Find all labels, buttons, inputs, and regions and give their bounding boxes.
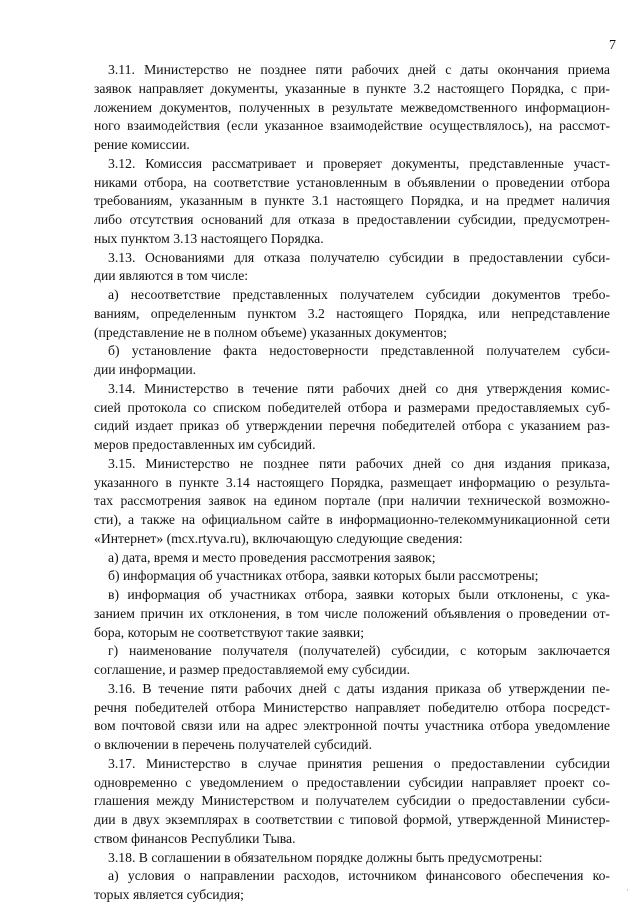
text-line: меров предоставленных им субсидий.	[94, 437, 316, 452]
paragraph	[94, 755, 610, 849]
document-body	[94, 61, 610, 905]
text-line: соглашение, и размер предоставляемой ему субсидии.	[94, 662, 411, 677]
text-line: дии информации.	[94, 362, 197, 377]
paragraph	[94, 286, 610, 342]
text-line: 3.18. В соглашении в обязательном порядке должны быть предусмотрены:	[108, 849, 543, 865]
text-line: ваниям, определенным пунктом 3.2 настоящего Порядка, или непредставление	[94, 305, 610, 321]
text-line: 3.16. В течение пяти рабочих дней с даты издания приказа об утверждении пе-	[108, 680, 610, 696]
text-line: ных пунктом 3.13 настоящего Порядка.	[94, 230, 324, 246]
text-line: о включении в перечень получателей субсидий.	[94, 737, 373, 752]
paragraph	[94, 549, 610, 568]
paragraph	[94, 249, 610, 287]
text-line: требованиям, указанным в пункте 3.1 настоящего Порядка, и на предмет наличия	[94, 193, 610, 209]
text-line: бора, которым не соответствуют такие заявки;	[94, 624, 365, 640]
text-line: 3.15. Министерство не позднее пяти рабочих дней со дня издания приказа,	[108, 455, 610, 471]
text-line: указанного в пункте 3.14 настоящего Порядка, размещает информацию о результа-	[94, 474, 610, 490]
text-line: в) информация об участниках отбора, заявки которых были отклонены, с ука-	[108, 587, 610, 602]
text-line: дии в двух экземплярах в соответствии с типовой формой, утвержденной Министер-	[94, 812, 610, 827]
text-line: 3.17. Министерство в случае принятия решения о предоставлении субсидии	[108, 755, 610, 771]
text-line: торых является субсидия;	[94, 887, 244, 902]
scan-mark: ·	[626, 885, 629, 895]
text-line: никами отбора, на соответствие установленным в объявлении о проведении отбора	[94, 174, 610, 190]
paragraph	[94, 380, 610, 455]
text-line: а) условия о направлении расходов, источником финансового обеспечения ко-	[108, 868, 610, 884]
paragraph	[94, 61, 610, 155]
paragraph	[94, 342, 610, 380]
paragraph	[94, 849, 610, 868]
paragraph	[94, 155, 610, 249]
text-line: либо отсутствия оснований для отказа в предоставлении субсидии, предусмотрен-	[94, 212, 610, 227]
text-line: вом почтовой связи или на адрес электронной почты участника отбора уведомление	[94, 718, 610, 734]
text-line: речня победителей отбора Министерство направляет победителю отбора посредст-	[94, 699, 610, 715]
text-line: а) дата, время и место проведения рассмотрения заявок;	[108, 549, 436, 565]
text-line: 3.11. Министерство не позднее пяти рабочих дней с даты окончания приема	[108, 62, 610, 77]
paragraph	[94, 586, 610, 642]
text-line: ного взаимодействия (если указанное взаимодействие осуществлялось), на рассмот-	[94, 118, 610, 134]
paragraph	[94, 455, 610, 549]
text-line: одновременно с уведомлением о предоставлении субсидии направляет проект со-	[94, 774, 610, 790]
paragraph	[94, 867, 610, 905]
text-line: «Интернет» (mcx.rtyva.ru), включающую следующие сведения:	[94, 530, 463, 546]
text-line: сидий издает приказ об утверждении перечня победителей отбора с указанием раз-	[94, 418, 610, 434]
text-line: глашения между Министерством и получателем субсидии о предоставлении субси-	[94, 793, 610, 809]
text-line: а) несоответствие представленных получателем субсидии документов требо-	[108, 287, 610, 302]
text-line: ложением документов, полученных в результате межведомственного информацион-	[94, 99, 610, 115]
text-line: б) информация об участниках отбора, заявки которых были рассмотрены;	[108, 568, 539, 584]
text-line: занием причин их отклонения, в том числе положений объявления о проведении от-	[94, 605, 610, 621]
text-line: ством финансов Республики Тыва.	[94, 830, 296, 846]
text-line: дии являются в том числе:	[94, 268, 249, 284]
text-line: сией протокола со списком победителей отбора и размерами предоставляемых суб-	[94, 399, 610, 415]
text-line: г) наименование получателя (получателей) субсидии, с которым заключается	[108, 643, 610, 659]
text-line: (представление не в полном объеме) указанных документов;	[94, 324, 447, 340]
text-line: сти), а также на официальном сайте в информационно-телекоммуникационной сети	[94, 512, 610, 527]
text-line: тах рассмотрения заявок на едином портале (при наличии технической возможно-	[94, 493, 610, 509]
text-line: б) установление факта недостоверности представленной получателем субси-	[108, 343, 610, 359]
paragraph	[94, 642, 610, 680]
paragraph	[94, 567, 610, 586]
text-line: рение комиссии.	[94, 137, 190, 152]
text-line: 3.14. Министерство в течение пяти рабочих дней со дня утверждения комис-	[108, 380, 610, 396]
paragraph	[94, 680, 610, 755]
text-line: 3.13. Основаниями для отказа получателю субсидии в предоставлении субси-	[108, 249, 610, 265]
text-line: заявок направляет документы, указанные в пункте 3.2 настоящего Порядка, с при-	[94, 80, 610, 96]
page-number: 7	[609, 38, 616, 53]
text-line: 3.12. Комиссия рассматривает и проверяет документы, представленные участ-	[108, 155, 610, 171]
